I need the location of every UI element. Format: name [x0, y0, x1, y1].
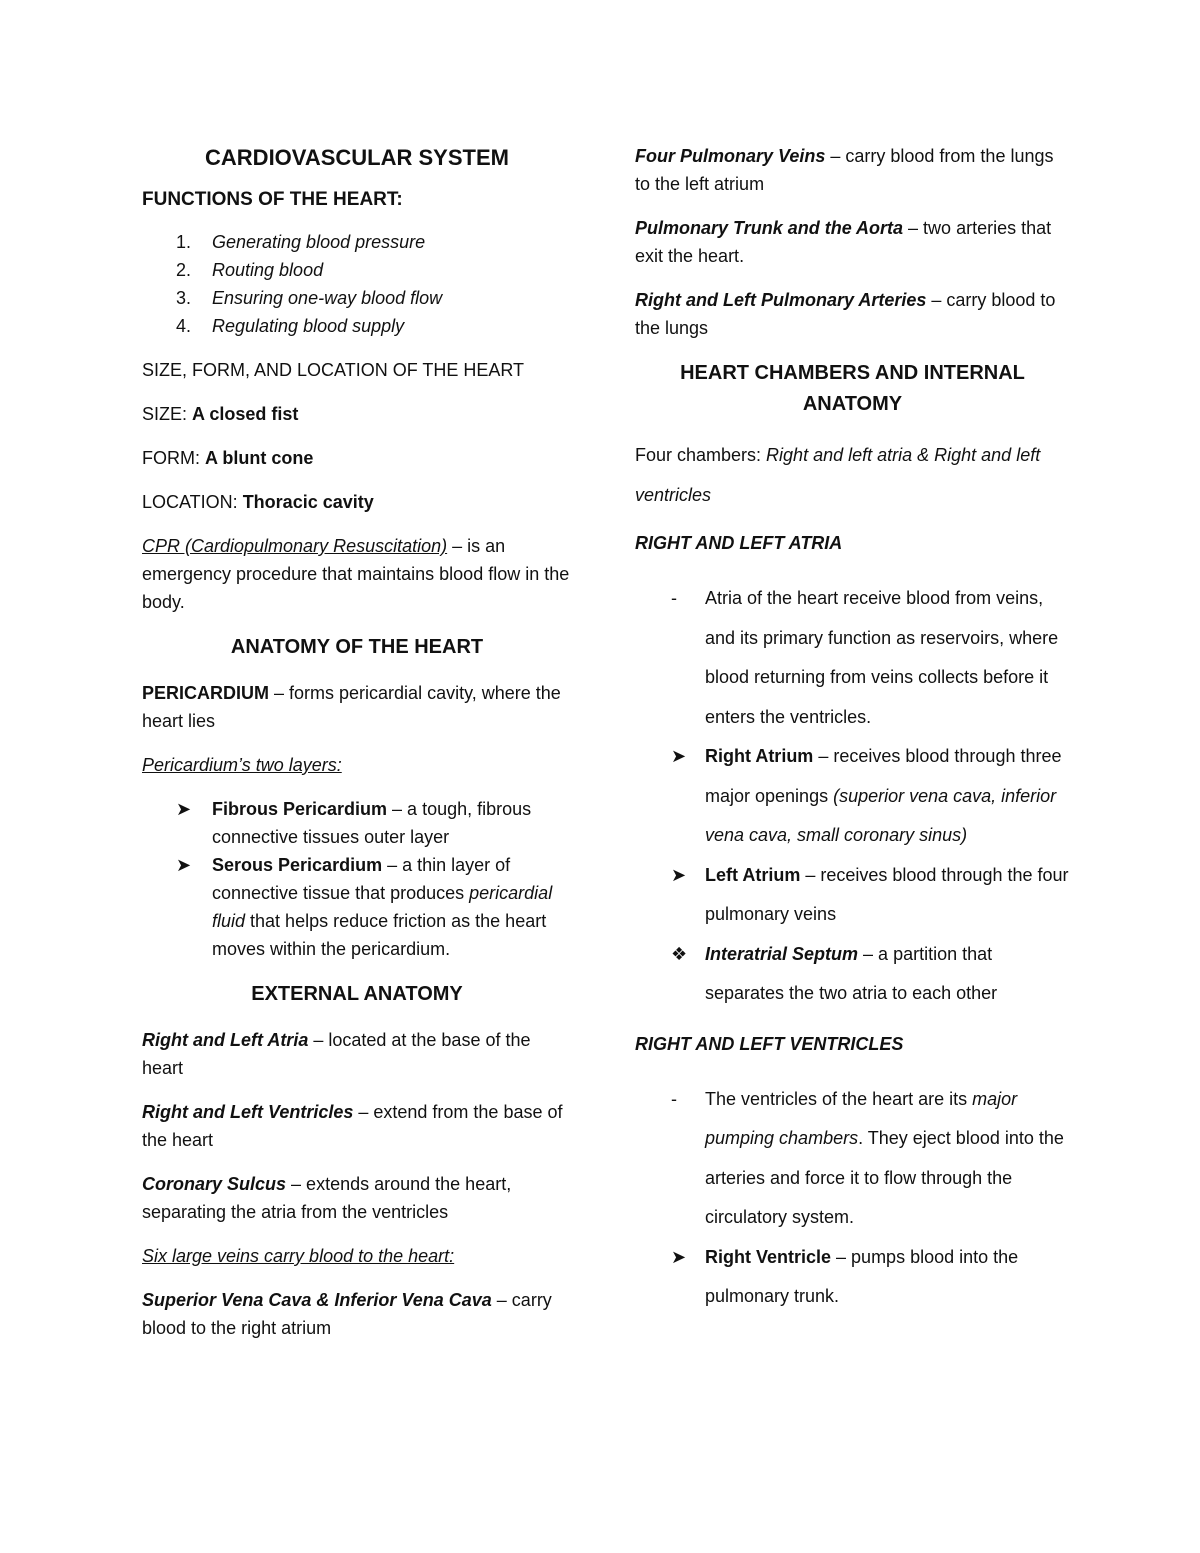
vessel-text: – carry blood from the lungs to the left atrium	[635, 146, 1054, 194]
size-value: A closed fist	[192, 404, 299, 424]
vessel-item	[635, 142, 1070, 198]
chambers-intro	[635, 436, 1070, 515]
list-text: Regulating blood supply	[212, 316, 405, 336]
location-label: LOCATION:	[142, 492, 243, 512]
ventricles-intro-after: . They eject blood into the arteries and force it to flow through the circulatory system.	[705, 1128, 1064, 1227]
veins-heading: Six large veins carry blood to the heart:	[142, 1246, 455, 1266]
veins-text: – carry blood to the right atrium	[142, 1290, 552, 1338]
right-ventricle-text: – pumps blood into the pulmonary trunk.	[705, 1246, 1019, 1306]
vessel-term: Four Pulmonary Veins	[635, 146, 826, 166]
list-item	[142, 284, 572, 312]
atria-intro: Atria of the heart receive blood from veins, and its primary function as reservoirs, where blood returning from veins collects before it enters the ventricles.	[705, 588, 1059, 727]
vessel-term: Pulmonary Trunk and the Aorta	[635, 218, 904, 238]
list-number: 2.	[176, 260, 192, 280]
external-term: Coronary Sulcus	[142, 1174, 287, 1194]
external-heading: EXTERNAL ANATOMY	[251, 983, 463, 1005]
external-item	[142, 1026, 572, 1082]
vessel-term: Right and Left Pulmonary Arteries	[635, 290, 927, 310]
external-text: – extends around the heart, separating the atria from the ventricles	[142, 1174, 512, 1222]
arrow-bullet-icon: ➤	[176, 799, 192, 819]
dash-bullet: -	[671, 1088, 677, 1109]
right-atrium-term: Right Atrium	[705, 746, 814, 766]
right-ventricle-term: Right Ventricle	[705, 1246, 832, 1267]
external-text: – extend from the base of the heart	[142, 1102, 563, 1150]
list-item	[142, 851, 572, 963]
right-column	[635, 142, 1070, 1317]
right-atrium-text: – receives blood through three major openings	[705, 746, 1062, 806]
ventricles-heading: RIGHT AND LEFT VENTRICLES	[635, 1033, 904, 1054]
septum-text: – a partition that separates the two atria to each other	[705, 943, 998, 1003]
list-item	[142, 256, 572, 284]
functions-list	[142, 228, 572, 340]
list-item	[635, 579, 1070, 737]
arrow-bullet-icon: ➤	[176, 855, 192, 875]
septum-term: Interatrial Septum	[705, 943, 859, 964]
layer-italic: pericardial fluid	[212, 883, 553, 931]
chambers-label: Four chambers:	[635, 445, 767, 465]
external-term: Right and Left Ventricles	[142, 1102, 354, 1122]
list-text: Routing blood	[212, 260, 324, 280]
layer-text: – a tough, fibrous connective tissues outer layer	[212, 799, 532, 847]
list-item	[142, 228, 572, 256]
layer-term: Fibrous Pericardium	[212, 799, 388, 819]
form-line	[142, 444, 572, 472]
sfl-heading: SIZE, FORM, AND LOCATION OF THE HEART	[142, 360, 525, 380]
vessel-item	[635, 214, 1070, 270]
left-column	[142, 140, 572, 1358]
atria-heading: RIGHT AND LEFT ATRIA	[635, 533, 843, 553]
functions-heading: FUNCTIONS OF THE HEART:	[142, 189, 403, 210]
external-term: Right and Left Atria	[142, 1030, 309, 1050]
right-atrium-italic: (superior vena cava, inferior vena cava, small coronary sinus)	[705, 785, 1057, 845]
layer-text-after: that helps reduce friction as the heart moves within the pericardium.	[212, 911, 547, 959]
cpr-text: – is an emergency procedure that maintains blood flow in the body.	[142, 536, 570, 612]
left-atrium-term: Left Atrium	[705, 864, 801, 885]
anatomy-heading: ANATOMY OF THE HEART	[230, 636, 484, 658]
ventricles-italic: major pumping chambers	[705, 1088, 1018, 1148]
form-label: FORM:	[142, 448, 205, 468]
list-item	[635, 935, 1070, 1014]
list-item	[635, 1080, 1070, 1238]
dash-bullet: -	[671, 588, 677, 608]
list-text: Ensuring one-way blood flow	[212, 288, 443, 308]
list-item	[142, 312, 572, 340]
left-atrium-text: – receives blood through the four pulmonary veins	[705, 864, 1069, 924]
list-number: 1.	[176, 232, 192, 252]
chambers-heading: HEART CHAMBERS AND INTERNAL ANATOMY	[680, 362, 1025, 415]
arrow-bullet-icon: ➤	[671, 1246, 687, 1267]
layer-text: – a thin layer of connective tissue that produces	[212, 855, 511, 903]
pericardium-paragraph	[142, 679, 572, 735]
size-label: SIZE:	[142, 404, 193, 424]
veins-term: Superior Vena Cava & Inferior Vena Cava	[142, 1290, 492, 1310]
list-item	[635, 737, 1070, 856]
layers-heading: Pericardium’s two layers:	[142, 755, 342, 775]
location-line	[142, 488, 572, 516]
diamond-bullet-icon: ❖	[671, 943, 688, 964]
chambers-value: Right and left atria & Right and left ventricles	[635, 445, 1041, 505]
size-line	[142, 400, 572, 428]
pericardium-text: – forms pericardial cavity, where the heart lies	[142, 683, 561, 731]
list-number: 4.	[176, 316, 192, 336]
list-number: 3.	[176, 288, 192, 308]
pericardium-term: PERICARDIUM	[142, 683, 270, 703]
location-value: Thoracic cavity	[242, 492, 374, 512]
list-item	[635, 1238, 1070, 1317]
veins-item	[142, 1286, 572, 1342]
external-item	[142, 1098, 572, 1154]
form-value: A blunt cone	[205, 448, 314, 468]
vessel-text: – carry blood to the lungs	[635, 290, 1056, 338]
list-item	[142, 795, 572, 851]
external-text: – located at the base of the heart	[142, 1030, 531, 1078]
page-title: CARDIOVASCULAR SYSTEM	[205, 145, 509, 170]
layers-list	[142, 795, 572, 963]
external-item	[142, 1170, 572, 1226]
vessel-text: – two arteries that exit the heart.	[635, 218, 1052, 266]
vessel-item	[635, 286, 1070, 342]
list-item	[635, 856, 1070, 935]
arrow-bullet-icon: ➤	[671, 746, 687, 766]
arrow-bullet-icon: ➤	[671, 864, 687, 885]
list-text: Generating blood pressure	[212, 232, 426, 252]
layer-term: Serous Pericardium	[212, 855, 383, 875]
cpr-paragraph	[142, 532, 572, 616]
cpr-term: CPR (Cardiopulmonary Resuscitation)	[142, 536, 448, 556]
ventricles-intro: The ventricles of the heart are its	[705, 1088, 973, 1109]
